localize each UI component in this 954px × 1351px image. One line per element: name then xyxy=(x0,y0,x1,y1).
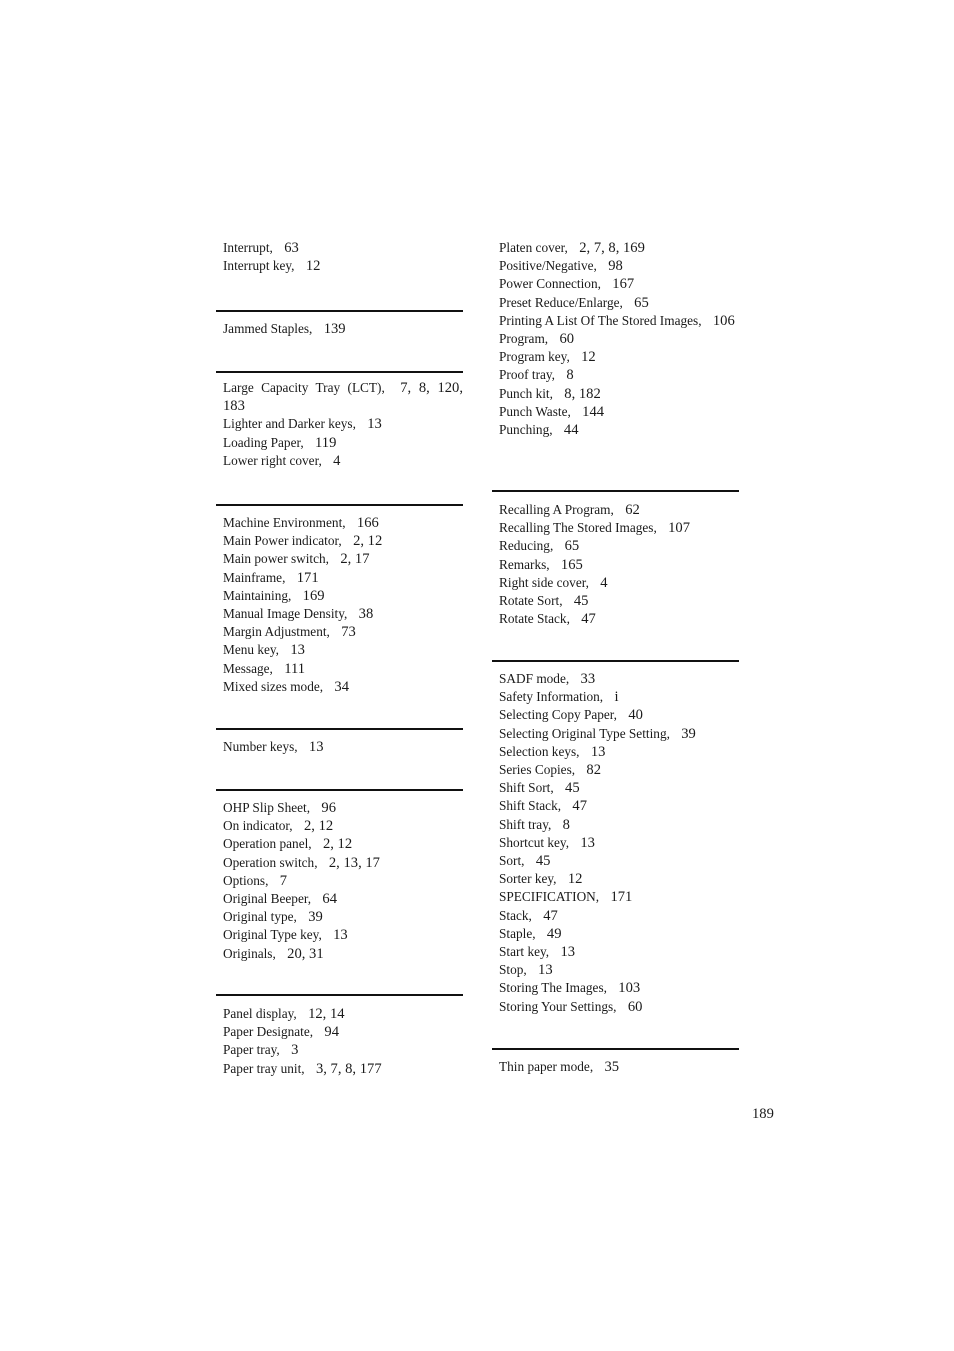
index-term: Loading Paper, xyxy=(223,434,304,450)
index-entry xyxy=(223,738,463,756)
index-term: Manual Image Density, xyxy=(223,606,348,622)
index-entry-list xyxy=(216,514,463,696)
index-term: Menu key, xyxy=(223,642,280,658)
index-entry xyxy=(499,979,739,997)
index-page-refs: 4 xyxy=(333,452,341,469)
index-term: Safety Information, xyxy=(499,689,604,705)
index-entry xyxy=(499,943,739,961)
index-section xyxy=(216,1005,463,1078)
index-page-refs: 62 xyxy=(625,502,640,518)
index-entry xyxy=(499,888,739,906)
index-entry-list xyxy=(492,670,739,1016)
index-entry-list xyxy=(492,501,739,628)
index-term: Selecting Copy Paper, xyxy=(499,707,618,723)
index-term: Originals, xyxy=(223,945,276,961)
index-term: Original type, xyxy=(223,909,297,925)
index-page-refs: 106 xyxy=(712,312,735,329)
index-entry xyxy=(499,312,739,330)
index-page-refs: 12 xyxy=(567,871,583,888)
index-entry xyxy=(499,925,739,943)
index-page-refs: 144 xyxy=(582,403,605,420)
index-entry xyxy=(223,890,463,908)
index-entry xyxy=(499,592,739,610)
index-entry-list xyxy=(216,799,463,963)
index-entry xyxy=(499,403,739,421)
index-entry xyxy=(499,797,739,815)
index-entry-list xyxy=(492,239,739,439)
index-page-refs: 45 xyxy=(535,853,551,870)
index-page-refs: 13 xyxy=(590,743,606,760)
index-page-refs: 64 xyxy=(322,891,338,908)
index-entry xyxy=(223,926,463,944)
index-entry xyxy=(223,623,463,641)
index-page-refs: 3, 7, 8, 177 xyxy=(315,1060,382,1077)
page-number: 189 xyxy=(752,1106,774,1122)
index-page-refs: 47 xyxy=(572,798,587,815)
index-section xyxy=(216,799,463,963)
index-term: Sorter key, xyxy=(499,871,557,887)
index-entry-list xyxy=(216,738,463,756)
index-page-refs: 47 xyxy=(543,907,558,924)
index-term: Message, xyxy=(223,660,273,676)
section-divider xyxy=(216,994,463,996)
index-page-refs: 33 xyxy=(580,671,596,687)
index-term: Program key, xyxy=(499,349,570,365)
index-term: Sort, xyxy=(499,853,525,869)
index-page-refs: 2, 12 xyxy=(303,818,334,835)
index-entry xyxy=(223,835,463,853)
index-entry xyxy=(223,854,463,872)
index-page-refs: 35 xyxy=(604,1059,620,1075)
section-divider xyxy=(216,789,463,791)
index-entry xyxy=(499,670,739,688)
index-page-refs: 82 xyxy=(586,762,602,779)
index-section xyxy=(492,1058,739,1076)
index-section xyxy=(492,239,739,439)
index-page-refs: 34 xyxy=(334,678,349,695)
index-entry xyxy=(223,817,463,835)
index-page-refs: 39 xyxy=(681,725,696,742)
index-term: Power Connection, xyxy=(499,276,601,292)
index-term: Recalling The Stored Images, xyxy=(499,520,657,536)
index-term: Thin paper mode, xyxy=(499,1059,594,1074)
index-entry-list xyxy=(216,379,463,470)
index-page-refs: 12 xyxy=(305,258,321,275)
index-term: Maintaining, xyxy=(223,587,292,603)
index-entry-list xyxy=(492,1058,739,1076)
index-entry-list xyxy=(216,1005,463,1078)
index-page-refs: 8 xyxy=(562,816,570,833)
section-divider xyxy=(492,490,739,492)
index-page-refs: 3 xyxy=(291,1042,299,1059)
index-entry xyxy=(223,945,463,963)
index-term: Stop, xyxy=(499,962,527,978)
index-entry xyxy=(499,275,739,293)
index-entry xyxy=(499,421,739,439)
index-term: Operation panel, xyxy=(223,836,312,852)
index-section xyxy=(216,239,463,275)
index-entry xyxy=(223,379,463,415)
index-entry xyxy=(223,514,463,532)
index-entry-list xyxy=(216,320,463,338)
index-term: Proof tray, xyxy=(499,367,556,383)
index-entry xyxy=(499,574,739,592)
index-page-refs: 2, 13, 17 xyxy=(328,854,380,871)
index-entry xyxy=(223,1023,463,1041)
index-page-refs: 111 xyxy=(284,660,305,677)
index-page-refs: 94 xyxy=(324,1024,340,1041)
index-term: Punching, xyxy=(499,422,553,438)
index-entry xyxy=(499,743,739,761)
index-page-refs: 2, 7, 8, 169 xyxy=(579,240,645,256)
index-entry xyxy=(223,1041,463,1059)
index-term: Selection keys, xyxy=(499,743,580,759)
index-entry xyxy=(499,294,739,312)
index-page-refs: 73 xyxy=(341,624,356,641)
index-page-refs: 13 xyxy=(290,642,305,659)
index-entry xyxy=(499,998,739,1016)
index-entry xyxy=(499,366,739,384)
section-divider xyxy=(216,371,463,373)
index-entry xyxy=(499,706,739,724)
index-term: Shortcut key, xyxy=(499,834,570,850)
index-term: Paper Designate, xyxy=(223,1024,314,1040)
index-page-refs: 45 xyxy=(565,780,580,797)
index-term: Lower right cover, xyxy=(223,452,322,468)
index-term: Shift Sort, xyxy=(499,780,554,796)
index-term: Storing Your Settings, xyxy=(499,998,617,1014)
index-term: Platen cover, xyxy=(499,240,568,255)
index-page-refs: 8, 182 xyxy=(564,385,601,402)
index-entry xyxy=(223,587,463,605)
index-term: Shift tray, xyxy=(499,816,552,832)
index-page-refs: 63 xyxy=(284,240,299,256)
index-page-refs: 20, 31 xyxy=(287,945,324,962)
index-entry xyxy=(223,908,463,926)
index-page-refs: 47 xyxy=(581,611,596,628)
index-page-refs: 96 xyxy=(321,800,336,816)
index-term: Punch kit, xyxy=(499,385,553,401)
section-divider xyxy=(492,660,739,662)
index-term: Right side cover, xyxy=(499,574,589,590)
index-section xyxy=(216,320,463,338)
index-page-refs: 13 xyxy=(333,927,348,944)
index-term: Start key, xyxy=(499,944,550,960)
index-term: Reducing, xyxy=(499,538,554,554)
index-entry xyxy=(223,415,463,433)
index-entry xyxy=(223,257,463,275)
index-term: Stack, xyxy=(499,907,532,923)
index-page-refs: 60 xyxy=(559,331,575,348)
index-entry xyxy=(499,257,739,275)
index-page-refs: 65 xyxy=(564,538,580,555)
index-section xyxy=(492,501,739,628)
index-entry xyxy=(223,678,463,696)
index-page-refs: 167 xyxy=(612,276,635,293)
index-page-refs: 45 xyxy=(573,593,589,610)
index-term: Program, xyxy=(499,331,549,347)
index-term: Series Copies, xyxy=(499,762,576,778)
index-page-refs: i xyxy=(614,689,619,706)
index-page-refs: 98 xyxy=(608,258,623,275)
index-term: Paper tray, xyxy=(223,1042,280,1058)
index-entry xyxy=(499,385,739,403)
index-term: Mainframe, xyxy=(223,569,286,585)
index-entry xyxy=(223,1005,463,1023)
index-term: Jammed Staples, xyxy=(223,321,313,336)
index-page-refs: 13 xyxy=(580,834,595,851)
index-entry xyxy=(499,779,739,797)
index-entry xyxy=(223,550,463,568)
index-entry xyxy=(499,852,739,870)
index-page-refs: 44 xyxy=(563,422,579,439)
index-entry xyxy=(499,239,739,257)
index-page-refs: 12, 14 xyxy=(308,1006,345,1022)
index-term: Main power switch, xyxy=(223,551,329,567)
index-term: Mixed sizes mode, xyxy=(223,678,324,694)
index-page-refs: 65 xyxy=(634,294,649,311)
index-page-refs: 40 xyxy=(628,707,643,724)
index-page-refs: 2, 17 xyxy=(340,551,370,568)
index-term: Options, xyxy=(223,872,269,888)
index-section xyxy=(216,738,463,756)
index-entry xyxy=(223,434,463,452)
index-entry xyxy=(499,761,739,779)
index-term: Original Type key, xyxy=(223,927,322,943)
index-entry xyxy=(499,870,739,888)
index-entry xyxy=(499,816,739,834)
index-page-refs: 103 xyxy=(618,980,641,997)
index-page-refs: 13 xyxy=(560,944,576,961)
index-term: Large Capacity Tray (LCT), xyxy=(223,380,385,395)
index-entry xyxy=(223,872,463,890)
index-term: Staple, xyxy=(499,925,536,941)
section-divider xyxy=(216,310,463,312)
index-page-refs: 165 xyxy=(560,556,583,573)
index-section xyxy=(216,379,463,470)
index-entry xyxy=(499,1058,739,1076)
index-page-refs: 49 xyxy=(546,925,562,942)
index-term: SPECIFICATION, xyxy=(499,889,600,905)
index-page-refs: 7, 8, 120, 183 xyxy=(223,380,463,415)
index-term: SADF mode, xyxy=(499,671,570,686)
index-page-refs: 13 xyxy=(367,416,382,433)
index-page-refs: 107 xyxy=(668,520,691,537)
index-page-refs: 2, 12 xyxy=(353,533,383,550)
index-term: Storing The Images, xyxy=(499,980,607,996)
section-divider xyxy=(216,728,463,730)
index-term: Panel display, xyxy=(223,1006,297,1021)
index-term: Preset Reduce/Enlarge, xyxy=(499,294,623,310)
index-entry xyxy=(499,725,739,743)
index-page-refs: 39 xyxy=(308,909,323,926)
index-term: Shift Stack, xyxy=(499,798,562,814)
index-page-refs: 169 xyxy=(302,587,325,604)
section-divider xyxy=(492,1048,739,1050)
index-term: Rotate Stack, xyxy=(499,611,570,627)
index-page-refs: 119 xyxy=(315,434,337,451)
section-divider xyxy=(216,504,463,506)
index-term: OHP Slip Sheet, xyxy=(223,800,311,815)
index-section xyxy=(216,514,463,696)
index-page-refs: 171 xyxy=(610,889,633,906)
index-entry xyxy=(499,348,739,366)
index-entry xyxy=(223,799,463,817)
index-term: Main Power indicator, xyxy=(223,533,342,549)
index-term: Interrupt key, xyxy=(223,258,295,274)
index-page-refs: 12 xyxy=(581,349,596,366)
index-page-refs: 38 xyxy=(358,606,374,623)
index-term: Operation switch, xyxy=(223,854,318,870)
index-page-refs: 171 xyxy=(296,569,319,586)
index-term: Selecting Original Type Setting, xyxy=(499,725,670,741)
index-entry xyxy=(223,532,463,550)
index-page-refs: 2, 12 xyxy=(322,836,353,853)
index-page-refs: 13 xyxy=(308,739,324,755)
index-entry xyxy=(223,320,463,338)
index-entry xyxy=(499,519,739,537)
index-entry xyxy=(223,1060,463,1078)
index-term: Interrupt, xyxy=(223,240,273,255)
index-section xyxy=(492,670,739,1016)
index-entry xyxy=(223,641,463,659)
index-term: Lighter and Darker keys, xyxy=(223,416,356,432)
index-term: Recalling A Program, xyxy=(499,502,614,517)
index-entry xyxy=(499,834,739,852)
index-term: Remarks, xyxy=(499,556,550,572)
index-term: Punch Waste, xyxy=(499,403,571,419)
index-entry xyxy=(499,501,739,519)
index-entry xyxy=(499,556,739,574)
index-term: Machine Environment, xyxy=(223,515,346,530)
index-term: Original Beeper, xyxy=(223,891,312,907)
index-page-refs: 13 xyxy=(538,962,553,979)
index-entry-list xyxy=(216,239,463,275)
index-term: Number keys, xyxy=(223,739,298,754)
index-entry xyxy=(499,610,739,628)
index-term: Rotate Sort, xyxy=(499,593,563,609)
index-term: Paper tray unit, xyxy=(223,1060,305,1076)
index-page-refs: 8 xyxy=(566,367,574,384)
index-entry xyxy=(499,330,739,348)
index-entry xyxy=(499,537,739,555)
index-page-refs: 139 xyxy=(323,321,346,337)
index-entry xyxy=(223,239,463,257)
index-entry xyxy=(499,961,739,979)
index-page-refs: 60 xyxy=(627,998,643,1015)
index-page-refs: 166 xyxy=(356,515,379,531)
index-entry xyxy=(223,452,463,470)
index-term: Margin Adjustment, xyxy=(223,624,330,640)
index-term: Positive/Negative, xyxy=(499,258,597,274)
index-page-refs: 4 xyxy=(600,574,608,591)
index-term: Printing A List Of The Stored Images, xyxy=(499,312,702,328)
index-page-refs: 7 xyxy=(279,872,288,889)
index-entry xyxy=(223,605,463,623)
index-term: On indicator, xyxy=(223,818,293,834)
index-entry xyxy=(223,660,463,678)
index-entry xyxy=(499,688,739,706)
index-entry xyxy=(223,569,463,587)
index-entry xyxy=(499,907,739,925)
